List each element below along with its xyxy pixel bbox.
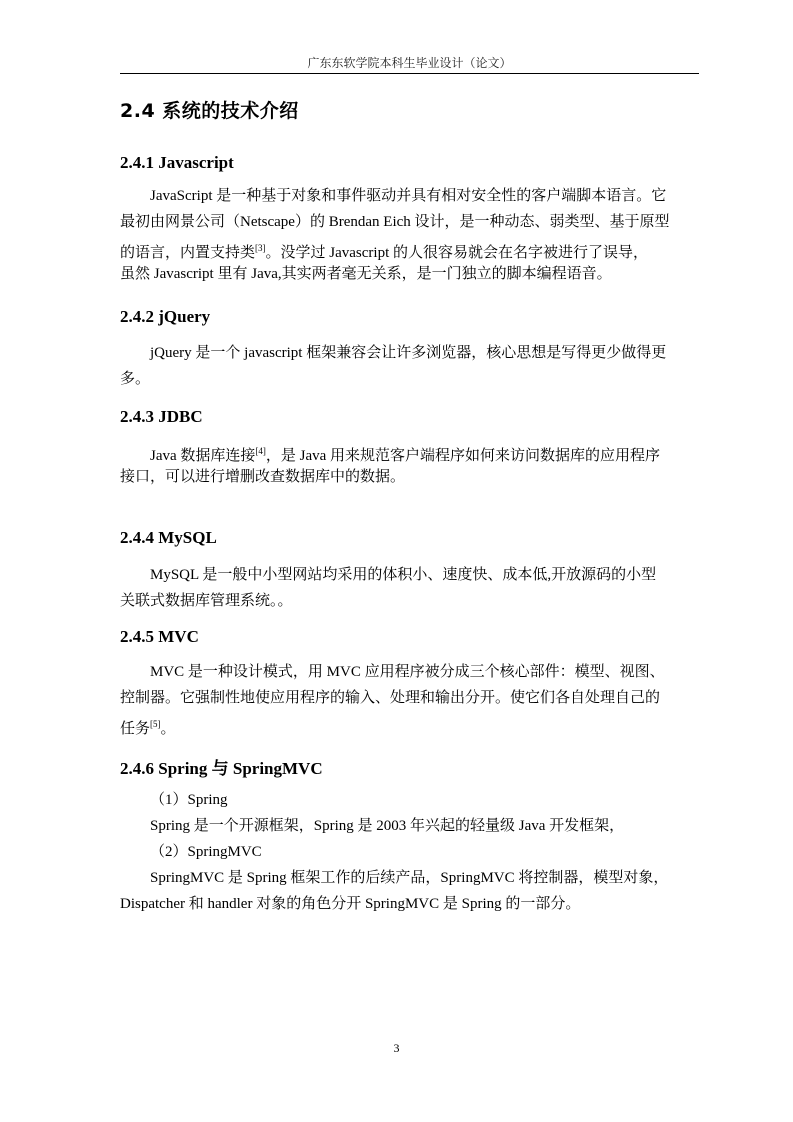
text-line — [120, 711, 176, 742]
text-line: （1）Spring — [150, 792, 228, 808]
text-line: jQuery 是一个 javascript 框架兼容会让许多浏览器，核心思想是写得更少做得更 — [150, 345, 667, 361]
section-title: 2.4 系统的技术介绍 — [120, 100, 299, 122]
text-line: （2）SpringMVC — [150, 844, 262, 860]
subsection-title-mysql: 2.4.4 MySQL — [120, 528, 217, 547]
text-segment: 任务 — [120, 721, 151, 737]
text-line: 虽然 Javascript 里有 Java,其实两者毫无关系，是一门独立的脚本编程语音。 — [120, 266, 612, 282]
text-line: Spring 是一个开源框架，Spring 是 2003 年兴起的轻量级 Java 开发框架， — [150, 818, 625, 834]
text-line: 多。 — [120, 371, 151, 387]
citation-ref: [5] — [150, 719, 161, 729]
text-line: 控制器。它强制性地使应用程序的输入、处理和输出分开。使它们各自处理自己的 — [120, 690, 661, 706]
page-number: 3 — [393, 1041, 400, 1055]
text-segment: 的语言，内置支持类 — [120, 245, 256, 261]
text-line: 关联式数据库管理系统。。 — [120, 593, 293, 609]
text-line: Dispatcher 和 handler 对象的角色分开 SpringMVC 是 Spring 的一部分。 — [120, 896, 581, 912]
text-line: 接口，可以进行增删改查数据库中的数据。 — [120, 469, 406, 485]
text-segment: 。 — [160, 721, 176, 737]
subsection-title-javascript: 2.4.1 Javascript — [120, 153, 234, 172]
citation-ref: [3] — [255, 243, 266, 253]
subsection-title-mvc: 2.4.5 MVC — [120, 627, 199, 646]
text-line: 最初由网景公司（Netscape）的 Brendan Eich 设计，是一种动态、弱类型、基于原型 — [120, 214, 670, 230]
citation-ref: [4] — [255, 446, 266, 456]
text-segment: ，是 Java 用来规范客户端程序如何来访问数据库的应用程序 — [265, 448, 661, 464]
page-header: 广东东软学院本科生毕业设计（论文） — [307, 56, 512, 70]
text-line: MySQL 是一般中小型网站均采用的体积小、速度快、成本低,开放源码的小型 — [150, 567, 657, 583]
text-line: SpringMVC 是 Spring 框架工作的后续产品，SpringMVC 将控制器，模型对象， — [150, 870, 669, 886]
text-line: JavaScript 是一种基于对象和事件驱动并具有相对安全性的客户端脚本语言。它 — [150, 188, 667, 204]
header-rule — [120, 73, 699, 74]
subsection-title-jdbc: 2.4.3 JDBC — [120, 407, 203, 426]
text-segment: Java 数据库连接 — [150, 448, 256, 464]
subsection-title-spring: 2.4.6 Spring 与 SpringMVC — [120, 759, 323, 778]
text-line: MVC 是一种设计模式，用 MVC 应用程序被分成三个核心部件：模型、视图、 — [150, 664, 665, 680]
subsection-title-jquery: 2.4.2 jQuery — [120, 307, 211, 326]
text-segment: 。没学过 Javascript 的人很容易就会在名字被进行了误导， — [265, 245, 648, 261]
